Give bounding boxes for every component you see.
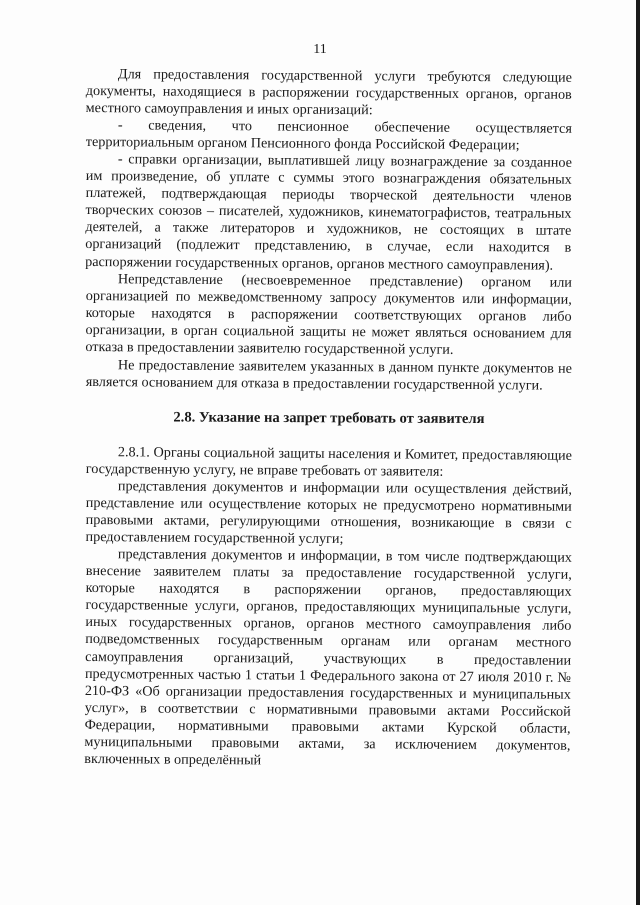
paragraph-documents-not-required: представления документов и информации или осуществления действий, представление или осуществление которых не предусмотрено нормативными правовыми актами, регулирующими отношения, возникающие в связи с предоставлением государственной услуги; bbox=[85, 478, 572, 548]
paragraph-non-submission: Непредставление (несвоевременное представление) органом или организацией по межведомственному запросу документов или информации, которые находятся в распоряжении соответствующих органов либо организации, в орган социальной защиты не может являться основанием для отказа в предоставлении заявителю государственной услуги. bbox=[85, 271, 572, 359]
section-title: 2.8. Указание на запрет требовать от заявителя bbox=[173, 409, 485, 427]
paragraph-required-documents: Для предоставления государственной услуги требуются следующие документы, находящиеся в распоряжении государственных органов, органов местного самоуправления и иных организаций: bbox=[85, 66, 572, 119]
bullet-organization-certificates: - справки организации, выплатившей лицу вознаграждение за созданное им произведение, об уплате с суммы этого вознаграждения обязательных платежей, подтверждающая периоды творческой деятельности членов творческих союзов – писателей, художников, кинематографистов, театральных деятелей, а также литераторов и художников, не состоящих в штате организаций (подлежит представлению, в случае, если находится в распоряжении государственных органов, органов местного самоуправления). bbox=[85, 151, 572, 274]
page-number: 11 bbox=[313, 42, 327, 57]
scan-edge bbox=[636, 0, 640, 905]
document-body bbox=[86, 66, 572, 769]
paragraph-documents-in-possession: представления документов и информации, в том числе подтверждающих внесение заявителем платы за предоставление государственной услуги, которые находятся в распоряжении органов, предоставляющих государственные услуги, органов, предоставляющих муниципальные услуги, иных государственных органов, органов местного самоуправления либо подведомственных государственным органам или органам местного самоуправления организаций, участвующих в предоставлении предусмотренных частью 1 статьи 1 Федерального закона от 27 июля 2010 г. № 210-ФЗ «Об организации предоставления государственных и муниципальных услуг», в соответствии с нормативными правовыми актами Российской Федерации, нормативными правовыми актами Курской области, муниципальными правовыми актами, за исключением документов, включенных в определённый bbox=[84, 546, 572, 769]
paragraph-2-8-1: 2.8.1. Органы социальной защиты населения и Комитет, предоставляющие государственную услугу, не вправе требовать от заявителя: bbox=[85, 444, 572, 480]
paragraph-applicant-non-submission: Не предоставление заявителем указанных в данном пункте документов не является основанием для отказа в предоставлении государственной услуги. bbox=[85, 356, 572, 394]
bullet-pension-info: - сведения, что пенсионное обеспечение осуществляется территориальным органом Пенсионного фонда Российской Федерации; bbox=[85, 117, 572, 154]
